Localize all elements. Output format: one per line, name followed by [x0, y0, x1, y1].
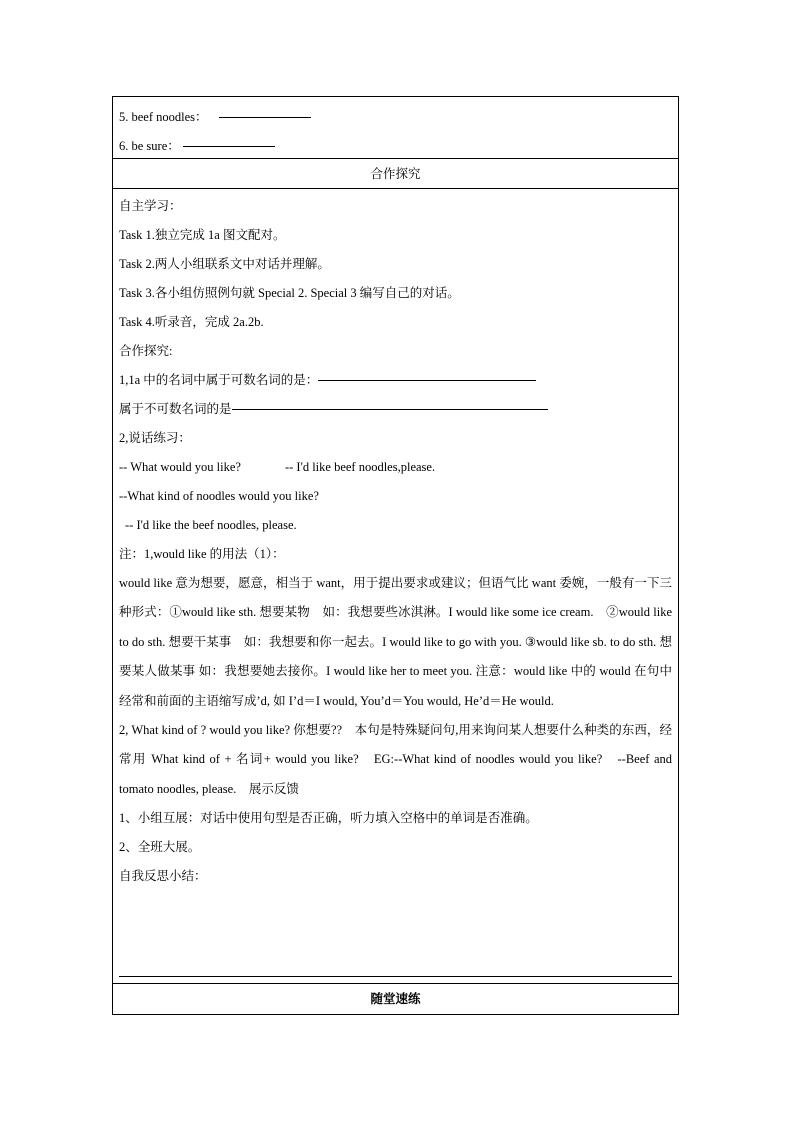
answer-blank: [183, 145, 275, 147]
dialogue-line-2: --What kind of noodles would you like?: [119, 489, 319, 503]
reflection-answer-line: [119, 976, 672, 977]
cooperation-heading: 合作探究:: [119, 344, 173, 358]
task-2: Task 2.两人小组联系文中对话并理解。: [119, 257, 330, 271]
dialogue-answer: -- I'd like beef noodles,please.: [284, 460, 436, 474]
dialogue-line-1: [119, 453, 672, 482]
question-text: 1,1a 中的名词中属于可数名词的是：: [119, 373, 319, 387]
task-1: Task 1.独立完成 1a 图文配对。: [119, 228, 286, 242]
question-uncountable: [119, 395, 672, 424]
answer-blank: [219, 116, 311, 118]
task-3: Task 3.各小组仿照例句就 Special 2. Special 3 编写自己的对话。: [119, 286, 460, 300]
usage-paragraph-1: would like 意为想要，愿意，相当于 want，用于提出要求或建议；但语气比 want 委婉，一般有一下三种形式：①would like sth. 想要某物 如：我想要些冰淇淋。I would like some ice cream. ②would like to do sth. 想要干某事 如：我想要和你一起去。I would like to go with you. ③would like sb. to do sth. 想要某人做某事 如：我想要她去接你。I would like her to meet you. 注意：would like 中的 would 在句中经常和前面的主语缩写成’d, 如 I’d＝I would, You’d＝You would, He’d＝He would.: [119, 576, 672, 708]
answer-blank: [318, 379, 536, 381]
dialogue-question: -- What would you like?: [119, 460, 241, 474]
dialogue-line-3: -- I'd like the beef noodles, please.: [125, 518, 297, 532]
self-study-heading: 自主学习：: [119, 199, 182, 213]
answer-blank: [232, 408, 548, 410]
show-feedback-1: 1、小组互展：对话中使用句型是否正确，听力填入空格中的单词是否准确。: [119, 811, 538, 826]
vocab-label-6: 6. be sure：: [119, 139, 180, 153]
task-4: Task 4.听录音，完成 2a.2b.: [119, 315, 264, 329]
vocab-label-5: 5. beef noodles：: [119, 110, 208, 124]
question-countable: [119, 366, 672, 395]
main-content-section: [113, 192, 678, 984]
note-heading: 注：1,would like 的用法（1）：: [119, 547, 285, 561]
vocab-item-6: [119, 132, 672, 161]
question-text: 属于不可数名词的是: [119, 402, 232, 416]
show-feedback-2: 2、全班大展。: [119, 840, 201, 855]
section-title: 随堂速练: [370, 992, 421, 1006]
self-reflection: 自我反思小结：: [119, 869, 207, 884]
section-header-cooperation: [113, 159, 678, 189]
vocab-item-5: [119, 103, 672, 132]
vocab-section: [113, 97, 678, 159]
section-header-practice: [113, 984, 678, 1014]
usage-paragraph-2: 2, What kind of ? would you like? 你想要?? 本句是特殊疑问句,用来询问某人想要什么种类的东西，经常用 What kind of + 名词+ would you like? EG:--What kind of noodles would you like? --Beef and tomato noodles, please. 展示反馈: [119, 723, 672, 796]
speaking-practice-heading: 2,说话练习：: [119, 431, 191, 445]
section-title: 合作探究: [370, 167, 421, 181]
worksheet-table: [112, 96, 679, 1015]
